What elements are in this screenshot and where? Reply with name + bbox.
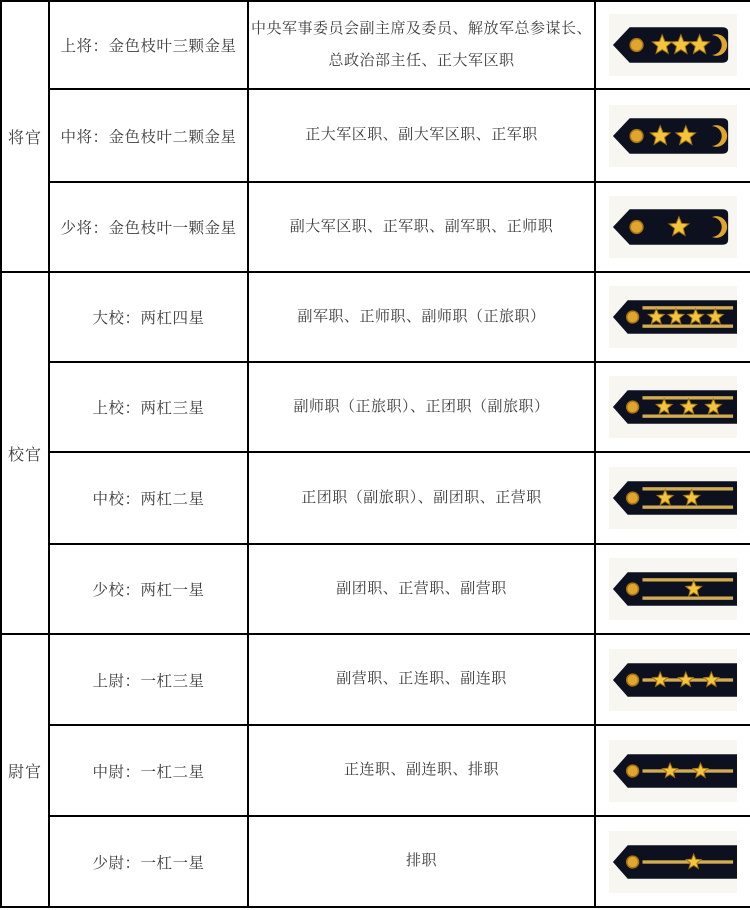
epaulette-photo bbox=[609, 14, 737, 76]
rank-table-body bbox=[1, 1, 750, 907]
epaulette-cell bbox=[595, 1, 750, 89]
table-row bbox=[1, 544, 750, 634]
rank-cell: 中校：两杠二星 bbox=[49, 452, 248, 544]
epaulette-cell bbox=[595, 725, 750, 816]
stripe-bar bbox=[642, 505, 733, 508]
table-row bbox=[1, 634, 750, 725]
epaulette-cell bbox=[595, 89, 750, 182]
duties-cell: 副大军区职、正军职、副军职、正师职 bbox=[248, 182, 595, 272]
duties-cell: 正大军区职、副大军区职、正军职 bbox=[248, 89, 595, 182]
rank-cell: 上尉：一杠三星 bbox=[49, 634, 248, 725]
epaulette-photo bbox=[609, 196, 737, 258]
epaulette-cell bbox=[595, 816, 750, 907]
table-row bbox=[1, 1, 750, 89]
table-row bbox=[1, 816, 750, 907]
rank-cell: 少校：两杠一星 bbox=[49, 544, 248, 634]
rank-cell: 上将：金色枝叶三颗金星 bbox=[49, 1, 248, 89]
epaulette-field-3-star-image bbox=[609, 377, 737, 437]
table-row bbox=[1, 272, 750, 362]
table-row bbox=[1, 362, 750, 452]
rank-cell: 大校：两杠四星 bbox=[49, 272, 248, 362]
button-icon bbox=[627, 856, 639, 868]
table-row bbox=[1, 89, 750, 182]
epaulette-cell bbox=[595, 452, 750, 544]
button-icon bbox=[627, 401, 639, 413]
epaulette-field-1-star-image bbox=[609, 559, 737, 619]
epaulette-photo bbox=[609, 649, 737, 711]
button-icon bbox=[630, 221, 643, 234]
rank-cell: 少将：金色枝叶一颗金星 bbox=[49, 182, 248, 272]
table-row bbox=[1, 725, 750, 816]
category-cell: 将官 bbox=[1, 1, 49, 272]
epaulette-cell bbox=[595, 634, 750, 725]
duties-cell: 副团职、正营职、副营职 bbox=[248, 544, 595, 634]
epaulette-photo bbox=[609, 467, 737, 529]
stripe-bar bbox=[642, 487, 733, 490]
stripe-bar bbox=[642, 414, 733, 417]
table-row bbox=[1, 452, 750, 544]
button-icon bbox=[627, 492, 639, 504]
duties-cell: 中央军事委员会副主席及委员、解放军总参谋长、总政治部主任、正大军区职 bbox=[248, 1, 595, 89]
stripe-bar bbox=[642, 596, 733, 599]
duties-cell: 副师职（正旅职）、正团职（副旅职） bbox=[248, 362, 595, 452]
epaulette-cell bbox=[595, 272, 750, 362]
stripe-bar bbox=[642, 578, 733, 581]
rank-cell: 上校：两杠三星 bbox=[49, 362, 248, 452]
epaulette-photo bbox=[609, 376, 737, 438]
stripe-bar bbox=[642, 396, 733, 399]
button-icon bbox=[627, 765, 639, 777]
epaulette-company-3-star-image bbox=[609, 650, 737, 710]
epaulette-field-2-star-image bbox=[609, 468, 737, 528]
duties-cell: 正团职（副旅职）、副团职、正营职 bbox=[248, 452, 595, 544]
epaulette-cell bbox=[595, 182, 750, 272]
epaulette-photo bbox=[609, 558, 737, 620]
epaulette-company-2-star-image bbox=[609, 741, 737, 801]
category-cell: 校官 bbox=[1, 272, 49, 634]
epaulette-general-1-star-image bbox=[609, 197, 737, 257]
rank-cell: 中尉：一杠二星 bbox=[49, 725, 248, 816]
stripe-bar bbox=[642, 324, 733, 327]
wreath-cutout bbox=[702, 126, 722, 146]
duties-cell: 排职 bbox=[248, 816, 595, 907]
button-icon bbox=[627, 583, 639, 595]
button-icon bbox=[630, 129, 643, 142]
category-cell: 尉官 bbox=[1, 634, 49, 907]
rank-cell: 中将：金色枝叶二颗金星 bbox=[49, 89, 248, 182]
epaulette-cell bbox=[595, 544, 750, 634]
epaulette-company-1-star-image bbox=[609, 832, 737, 892]
epaulette-photo bbox=[609, 831, 737, 893]
epaulette-photo bbox=[609, 286, 737, 348]
table-row bbox=[1, 182, 750, 272]
button-icon bbox=[630, 39, 643, 52]
duties-cell: 正连职、副连职、排职 bbox=[248, 725, 595, 816]
epaulette-cell bbox=[595, 362, 750, 452]
epaulette-photo bbox=[609, 740, 737, 802]
rank-cell: 少尉：一杠一星 bbox=[49, 816, 248, 907]
epaulette-general-3-star-image bbox=[609, 15, 737, 75]
epaulette-general-2-star-image bbox=[609, 106, 737, 166]
duties-cell: 副营职、正连职、副连职 bbox=[248, 634, 595, 725]
stripe-bar bbox=[642, 769, 733, 772]
button-icon bbox=[627, 311, 639, 323]
duties-cell: 副军职、正师职、副师职（正旅职） bbox=[248, 272, 595, 362]
button-icon bbox=[627, 674, 639, 686]
epaulette-field-4-star-image bbox=[609, 287, 737, 347]
epaulette-photo bbox=[609, 105, 737, 167]
wreath-cutout bbox=[702, 217, 722, 237]
